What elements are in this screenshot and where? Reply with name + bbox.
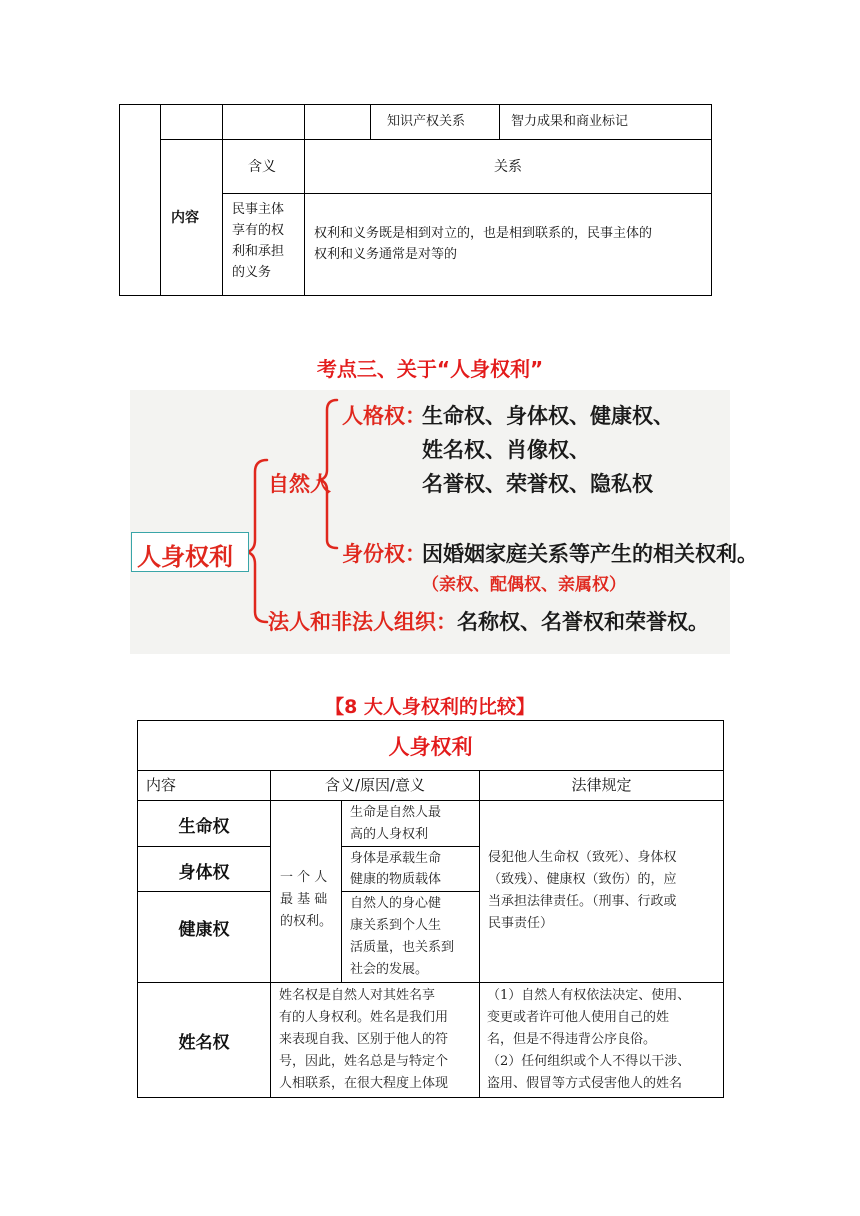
relation-table-fragment — [119, 104, 712, 296]
common-meaning-line: 一 个 人 — [280, 870, 328, 885]
health-meaning-line: 康关系到个人生 — [350, 918, 442, 933]
ip-relation-text: 知识产权关系 — [387, 114, 466, 129]
common-meaning-line: 的权利。 — [280, 914, 333, 929]
common-meaning-line: 最 基 础 — [280, 892, 328, 907]
natural-person-label: 自然人 — [268, 472, 331, 496]
right-name: 姓名权 — [178, 1033, 230, 1053]
personality-rights-label: 人格权： — [342, 404, 426, 428]
life-meaning-line: 生命是自然人最 — [350, 805, 442, 820]
name-law-line: 名，但是不得违背公序良俗。 — [487, 1032, 657, 1047]
name-law-line: 变更或者许可他人使用自己的姓 — [487, 1010, 670, 1025]
name-law-line: （1）自然人有权依法决定、使用、 — [487, 988, 691, 1003]
personality-line: 名誉权、荣誉权、隐私权 — [422, 472, 653, 496]
identity-rights-label: 身份权： — [342, 542, 426, 566]
first-law-line: 民事责任） — [488, 916, 554, 931]
name-law-line: （2）任何组织或个人不得以干涉、 — [487, 1054, 691, 1069]
body-meaning-line: 身体是承载生命 — [350, 851, 442, 866]
table-cell — [304, 104, 371, 140]
personal-rights-comparison-table — [137, 720, 724, 1098]
header-law: 法律规定 — [571, 776, 632, 794]
header-content: 内容 — [146, 776, 177, 794]
table-title: 人身权利 — [388, 735, 473, 759]
body-meaning-line: 健康的物质载体 — [350, 872, 442, 887]
health-meaning-line: 活质量，也关系到 — [350, 940, 455, 955]
relation-line: 权利和义务既是相到对立的，也是相到联系的，民事主体的 — [314, 226, 653, 241]
first-law-line: （致残）、健康权（致伤）的，应 — [488, 872, 677, 887]
table-cell — [222, 104, 305, 140]
name-meaning-line: 来表现自我、区别于他人的符 — [279, 1032, 449, 1047]
identity-rights-sub: （亲权、配偶权、亲属权） — [422, 575, 626, 595]
root-label: 人身权利 — [137, 543, 233, 571]
root-brace — [247, 460, 267, 622]
name-meaning-line: 姓名权是自然人对其姓名享 — [279, 988, 436, 1003]
first-law-line: 侵犯他人生命权（致死）、身体权 — [488, 850, 677, 865]
relation-header: 关系 — [494, 159, 522, 175]
meaning-line: 民事主体 — [232, 202, 285, 217]
right-health: 健康权 — [178, 920, 230, 940]
name-meaning-line: 有的人身权利。姓名是我们用 — [279, 1010, 449, 1025]
name-law-line: 盗用、假冒等方式侵害他人的姓名 — [487, 1076, 683, 1091]
comparison-heading: 【8 大人身权利的比较】 — [325, 696, 535, 718]
meaning-line: 享有的权 — [232, 223, 285, 238]
health-meaning-line: 社会的发展。 — [350, 962, 429, 977]
ip-object-text: 智力成果和商业标记 — [511, 114, 629, 129]
meaning-line: 的义务 — [232, 265, 272, 280]
name-meaning-line: 号，因此，姓名总是与特定个 — [279, 1054, 449, 1069]
health-meaning-line: 自然人的身心健 — [350, 896, 442, 911]
content-label: 内容 — [171, 210, 199, 226]
legal-person-text: 名称权、名誉权和荣誉权。 — [457, 610, 709, 634]
life-meaning-line: 高的人身权利 — [350, 827, 429, 842]
right-life: 生命权 — [178, 817, 230, 837]
identity-rights-text: 因婚姻家庭关系等产生的相关权利。 — [422, 542, 758, 566]
meaning-header: 含义 — [248, 159, 276, 175]
personal-rights-diagram — [130, 390, 758, 654]
section-heading: 考点三、关于“人身权利” — [316, 357, 544, 381]
first-law-line: 当承担法律责任。（刑事、行政或 — [488, 894, 677, 909]
table-cell — [119, 104, 161, 296]
table-cell — [160, 104, 223, 140]
name-meaning-line: 人相联系，在很大程度上体现 — [279, 1076, 449, 1091]
meaning-line: 利和承担 — [232, 244, 285, 259]
right-body: 身体权 — [178, 863, 230, 883]
header-meaning: 含义/原因/意义 — [324, 776, 426, 794]
relation-line: 权利和义务通常是对等的 — [314, 247, 458, 262]
legal-person-label: 法人和非法人组织： — [268, 610, 457, 634]
personality-line: 姓名权、肖像权、 — [422, 438, 590, 462]
personality-line: 生命权、身体权、健康权、 — [422, 404, 674, 428]
